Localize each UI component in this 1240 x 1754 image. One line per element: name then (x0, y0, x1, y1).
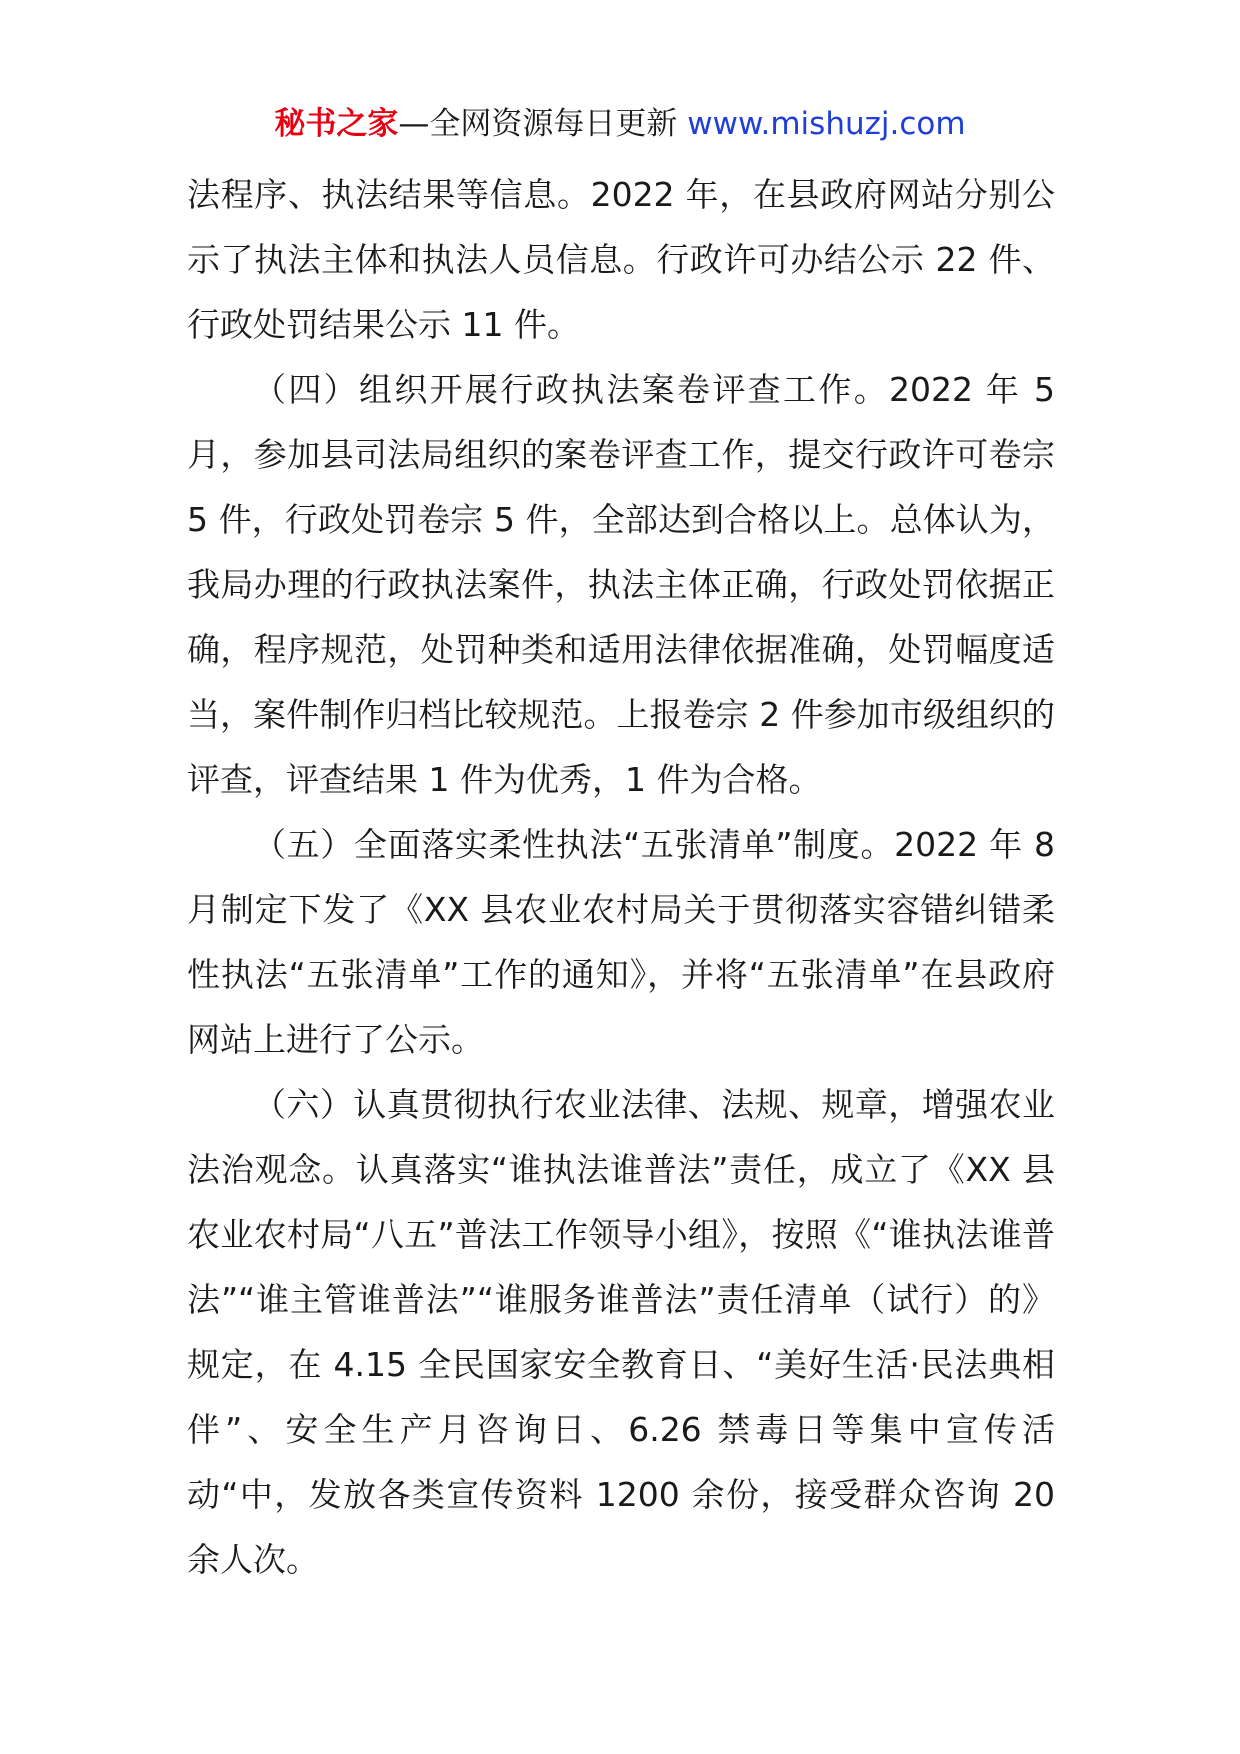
page-header (0, 100, 1240, 148)
header-url-link[interactable]: www.mishuzj.com (687, 106, 966, 142)
header-brand: 秘书之家 (274, 106, 399, 142)
document-body (187, 162, 1055, 1592)
paragraph-section-5: （五）全面落实柔性执法“五张清单”制度。2022 年 8 月制定下发了《XX 县农业农村局关于贯彻落实容错纠错柔性执法“五张清单”工作的通知》，并将“五张清单”在县政府网站上进行了公示。 (187, 825, 1055, 1059)
paragraph-section-4: （四）组织开展行政执法案卷评查工作。2022 年 5 月，参加县司法局组织的案卷评查工作，提交行政许可卷宗 5 件，行政处罚卷宗 5 件，全部达到合格以上。总体认为，我局办理的行政执法案件，执法主体正确，行政处罚依据正确，程序规范，处罚种类和适用法律依据准确，处罚幅度适当，案件制作归档比较规范。上报卷宗 2 件参加市级组织的评查，评查结果 1 件为优秀，1 件为合格。 (187, 370, 1055, 799)
header-tagline: —全网资源每日更新 (398, 106, 688, 142)
paragraph-continuation: 法程序、执法结果等信息。2022 年，在县政府网站分别公示了执法主体和执法人员信息。行政许可办结公示 22 件、行政处罚结果公示 11 件。 (187, 175, 1055, 344)
paragraph-section-6: （六）认真贯彻执行农业法律、法规、规章，增强农业法治观念。认真落实“谁执法谁普法”责任，成立了《XX 县农业农村局“八五”普法工作领导小组》，按照《“谁执法谁普法”“谁主管谁普法”“谁服务谁普法”责任清单（试行）的》规定，在 4.15 全民国家安全教育日、“美好生活·民法典相伴”、安全生产月咨询日、6.26 禁毒日等集中宣传活动“中，发放各类宣传资料 1200 余份，接受群众咨询 20 余人次。 (187, 1085, 1055, 1579)
